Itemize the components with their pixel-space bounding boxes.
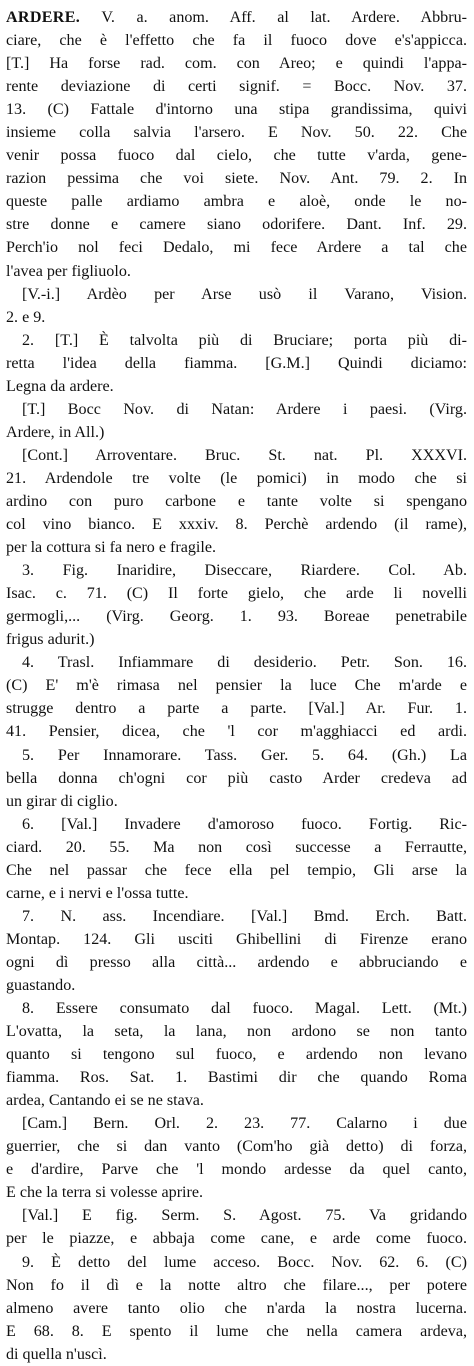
entry-text-line: strugge dentro a parte a parte. [Val.] Ar. Fur. 1. bbox=[6, 700, 467, 718]
entry-text-line: venir possa fuoco dal cielo, che tutte v'arda, gene- bbox=[6, 147, 467, 165]
entry-text-line: Perch'io nol feci Dedalo, mi fece Ardere a tal che bbox=[6, 239, 467, 257]
entry-text-line: bella donna ch'ogni cor più casto Arder credeva ad bbox=[6, 769, 467, 787]
entry-text-line: di quella n'uscì. bbox=[6, 1345, 107, 1363]
entry-text-line: fiamma. Ros. Sat. 1. Bastimi dir che quando Roma bbox=[6, 1069, 467, 1087]
entry-text-line: razion pessima che voi siete. Nov. Ant. 79. 2. In bbox=[6, 170, 467, 188]
entry-text-line: l'avea per figliuolo. bbox=[6, 262, 131, 280]
entry-text-line: [Val.] E fig. Serm. S. Agost. 75. Va gridando bbox=[22, 1207, 467, 1225]
entry-text-line: 6. [Val.] Invadere d'amoroso fuoco. Fortig. Ric- bbox=[22, 815, 467, 833]
entry-text-line: guastando. bbox=[6, 976, 76, 994]
entry-text-line: Legna da ardere. bbox=[6, 377, 114, 395]
entry-text-line: 7. N. ass. Incendiare. [Val.] Bmd. Erch. Batt. bbox=[22, 907, 467, 925]
entry-text-line: E che la terra si volesse aprire. bbox=[6, 1184, 204, 1202]
entry-text-line: 2. [T.] È talvolta più di Bruciare; porta più di- bbox=[22, 331, 467, 349]
entry-text-line: ardino con puro carbone e tante volte si spengano bbox=[6, 492, 467, 510]
entry-text-line: [T.] Bocc Nov. di Natan: Ardere i paesi. (Virg. bbox=[22, 400, 467, 418]
entry-text-line: per la cottura si fa nero e fragile. bbox=[6, 539, 217, 557]
entry-text-line: insieme colla salvia l'arsero. E Nov. 50. 22. Che bbox=[6, 124, 467, 142]
entry-text-line: (C) E' m'è rimasa nel pensier la luce Che m'arde e bbox=[6, 677, 467, 695]
entry-text-line: queste palle ardiamo ambra e aloè, onde le no- bbox=[6, 193, 467, 211]
entry-text-line: [Cont.] Arroventare. Bruc. St. nat. Pl. XXXVI. bbox=[22, 446, 467, 464]
entry-headword-line: ARDERE. V. a. anom. Aff. al lat. Ardere. Abbru- bbox=[6, 9, 467, 26]
entry-text-line: ogni dì presso alla città... ardendo e abbruciando e bbox=[6, 953, 467, 971]
entry-text-line: [T.] Ha forse rad. com. con Areo; e quindi l'appa- bbox=[6, 55, 467, 73]
entry-text-line: 4. Trasl. Infiammare di desiderio. Petr. Son. 16. bbox=[22, 654, 467, 672]
headword: ARDERE. bbox=[6, 9, 81, 26]
entry-text-line: almeno avere tanto olio che n'arda la nostra lucerna. bbox=[6, 1299, 467, 1317]
entry-text-line: 21. Ardendole tre volte (le pomici) in modo che si bbox=[6, 469, 467, 487]
entry-text-line: L'ovatta, la seta, la lana, non ardono se non tanto bbox=[6, 1023, 467, 1041]
entry-text-line: Isac. c. 71. (C) Il forte gielo, che arde li novelli bbox=[6, 585, 467, 603]
entry-text-line: 41. Pensier, dicea, che 'l cor m'agghiacci ed ardi. bbox=[6, 723, 467, 741]
entry-text-line: 5. Per Innamorare. Tass. Ger. 5. 64. (Gh.) La bbox=[22, 746, 467, 764]
entry-text-line: [Cam.] Bern. Orl. 2. 23. 77. Calarno i due bbox=[22, 1115, 467, 1133]
entry-text-line: Che nel passar che fece ella pel tempio, Gli arse la bbox=[6, 861, 467, 879]
entry-text-line: 2. e 9. bbox=[6, 308, 46, 326]
entry-text-line: 8. Essere consumato dal fuoco. Magal. Lett. (Mt.) bbox=[22, 1000, 467, 1018]
entry-text-line: E 68. 8. E spento il lume che nella camera ardeva, bbox=[6, 1322, 467, 1340]
entry-text-line: per le piazze, e abbaja come cane, e arde come fuoco. bbox=[6, 1230, 467, 1248]
entry-text-line: carne, e i nervi e l'ossa tutte. bbox=[6, 884, 189, 902]
entry-text-line: un girar di ciglio. bbox=[6, 792, 118, 810]
entry-text-line: ciare, che è l'effetto che fa il fuoco dove e's'appicca. bbox=[6, 32, 467, 50]
entry-text-line: 3. Fig. Inaridire, Diseccare, Riardere. Col. Ab. bbox=[22, 562, 467, 580]
entry-text-line: ardea, Cantando ei se ne stava. bbox=[6, 1092, 204, 1110]
entry-text-line: ciard. 20. 55. Ma non così successe a Ferrautte, bbox=[6, 838, 467, 856]
entry-text-line: Ardere, in All.) bbox=[6, 423, 105, 441]
entry-text-line: e d'ardire, Parve che 'l mondo ardesse da quel canto, bbox=[6, 1161, 467, 1179]
entry-text-line: 13. (C) Fattale d'intorno una stipa grandissima, quivi bbox=[6, 101, 467, 119]
entry-text-line: stre donne e camere siano odorifere. Dant. Inf. 29. bbox=[6, 216, 467, 234]
entry-text-line: [V.-i.] Ardèo per Arse usò il Varano, Vision. bbox=[22, 285, 467, 303]
entry-text-line: 9. È detto del lume acceso. Bocc. Nov. 62. 6. (C) bbox=[22, 1253, 467, 1271]
entry-text-line: guerrier, che si dan vanto (Com'ho già detto) di forza, bbox=[6, 1138, 467, 1156]
entry-text-line: rente deviazione di certi signif. = Bocc. Nov. 37. bbox=[6, 78, 467, 96]
entry-text-line: Non fo il dì e la notte altro che filare..., per potere bbox=[6, 1276, 467, 1294]
entry-text-line: retta l'idea della fiamma. [G.M.] Quindi diciamo: bbox=[6, 354, 467, 372]
entry-text-line: Montap. 124. Gli usciti Ghibellini di Firenze erano bbox=[6, 930, 467, 948]
entry-text-line: col vino bianco. E xxxiv. 8. Perchè ardendo (il rame), bbox=[6, 516, 467, 534]
entry-text-line: frigus adurit.) bbox=[6, 631, 95, 649]
entry-text-line: germogli,... (Virg. Georg. 1. 93. Boreae penetrabile bbox=[6, 608, 467, 626]
entry-text-line: quanto si tengono sul fuoco, e ardendo non levano bbox=[6, 1046, 467, 1064]
